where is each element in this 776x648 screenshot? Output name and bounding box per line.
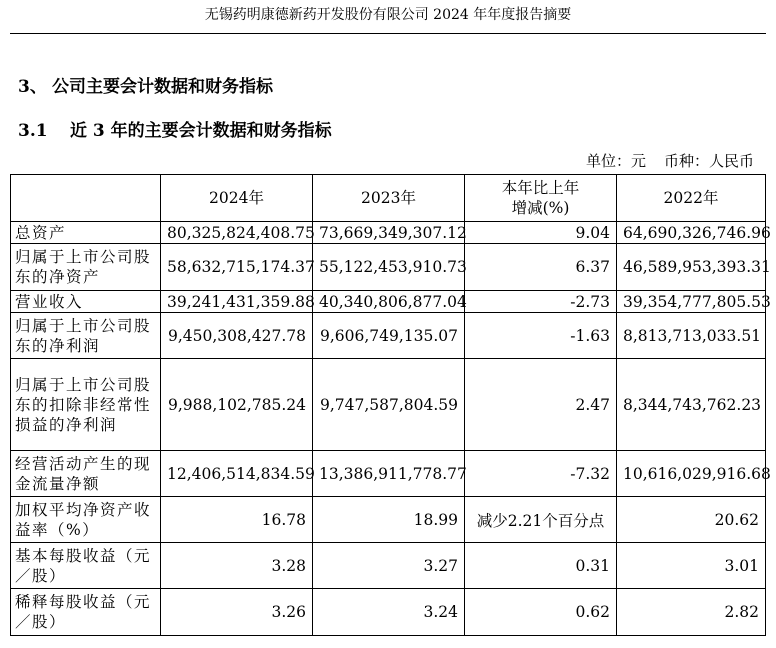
cell-2023: 9,747,587,804.59 <box>313 359 465 451</box>
cell-2022: 64,690,326,746.96 <box>617 222 766 244</box>
header-cell-blank <box>11 175 161 222</box>
table-row <box>11 222 766 244</box>
cell-change: 6.37 <box>465 244 617 291</box>
table-row <box>11 451 766 497</box>
table-row <box>11 313 766 359</box>
row-label: 加权平均净资产收益率（%） <box>11 497 161 543</box>
row-label: 总资产 <box>11 222 161 244</box>
cell-2024: 3.28 <box>161 543 313 589</box>
cell-change: 0.62 <box>465 589 617 636</box>
cell-2024: 58,632,715,174.37 <box>161 244 313 291</box>
row-label: 基本每股收益（元／股） <box>11 543 161 589</box>
section-title: 公司主要会计数据和财务指标 <box>52 77 273 97</box>
table-header-row <box>11 175 766 222</box>
cell-change: -2.73 <box>465 291 617 313</box>
table-row <box>11 497 766 543</box>
cell-2022: 8,813,713,033.51 <box>617 313 766 359</box>
cell-2022: 8,344,743,762.23 <box>617 359 766 451</box>
row-label: 经营活动产生的现金流量净额 <box>11 451 161 497</box>
cell-2023: 73,669,349,307.12 <box>313 222 465 244</box>
cell-2024: 9,450,308,427.78 <box>161 313 313 359</box>
cell-2023: 13,386,911,778.77 <box>313 451 465 497</box>
unit-text: 单位：元 <box>585 152 646 170</box>
cell-change: 减少2.21个百分点 <box>465 497 617 543</box>
row-label: 归属于上市公司股东的扣除非经常性损益的净利润 <box>11 359 161 451</box>
header-cell-change: 本年比上年 增减(%) <box>465 175 617 222</box>
cell-2024: 16.78 <box>161 497 313 543</box>
cell-2023: 40,340,806,877.04 <box>313 291 465 313</box>
cell-2022: 3.01 <box>617 543 766 589</box>
cell-2022: 10,616,029,916.68 <box>617 451 766 497</box>
subsection-number: 3.1 <box>18 121 48 141</box>
cell-change: -7.32 <box>465 451 617 497</box>
cell-change: 9.04 <box>465 222 617 244</box>
cell-2023: 55,122,453,910.73 <box>313 244 465 291</box>
cell-2024: 80,325,824,408.75 <box>161 222 313 244</box>
cell-2023: 9,606,749,135.07 <box>313 313 465 359</box>
row-label: 归属于上市公司股东的净利润 <box>11 313 161 359</box>
cell-change: -1.63 <box>465 313 617 359</box>
table-row <box>11 291 766 313</box>
financial-data-table <box>10 174 771 636</box>
section-number: 3、 <box>18 77 47 97</box>
unit-note <box>586 150 754 171</box>
cell-2022: 39,354,777,805.53 <box>617 291 766 313</box>
header-divider <box>10 33 766 34</box>
cell-2024: 12,406,514,834.59 <box>161 451 313 497</box>
header-cell-2022: 2022年 <box>617 175 766 222</box>
header-cell-2024: 2024年 <box>161 175 313 222</box>
table-row <box>11 589 766 636</box>
row-label: 稀释每股收益（元／股） <box>11 589 161 636</box>
row-label: 归属于上市公司股东的净资产 <box>11 244 161 291</box>
section-heading <box>18 72 273 97</box>
cell-2023: 3.27 <box>313 543 465 589</box>
report-header: 无锡药明康德新药开发股份有限公司 2024 年年度报告摘要 <box>204 7 572 23</box>
cell-2024: 39,241,431,359.88 <box>161 291 313 313</box>
cell-2022: 46,589,953,393.31 <box>617 244 766 291</box>
subsection-title: 近 3 年的主要会计数据和财务指标 <box>70 121 332 141</box>
currency-text: 币种：人民币 <box>663 152 754 170</box>
subsection-heading <box>18 116 332 141</box>
cell-2022: 2.82 <box>617 589 766 636</box>
cell-2024: 9,988,102,785.24 <box>161 359 313 451</box>
header-cell-2023: 2023年 <box>313 175 465 222</box>
table-row <box>11 543 766 589</box>
cell-change: 2.47 <box>465 359 617 451</box>
cell-2023: 3.24 <box>313 589 465 636</box>
row-label: 营业收入 <box>11 291 161 313</box>
cell-2022: 20.62 <box>617 497 766 543</box>
cell-2024: 3.26 <box>161 589 313 636</box>
table-row <box>11 359 766 451</box>
table-row <box>11 244 766 291</box>
cell-2023: 18.99 <box>313 497 465 543</box>
cell-change: 0.31 <box>465 543 617 589</box>
